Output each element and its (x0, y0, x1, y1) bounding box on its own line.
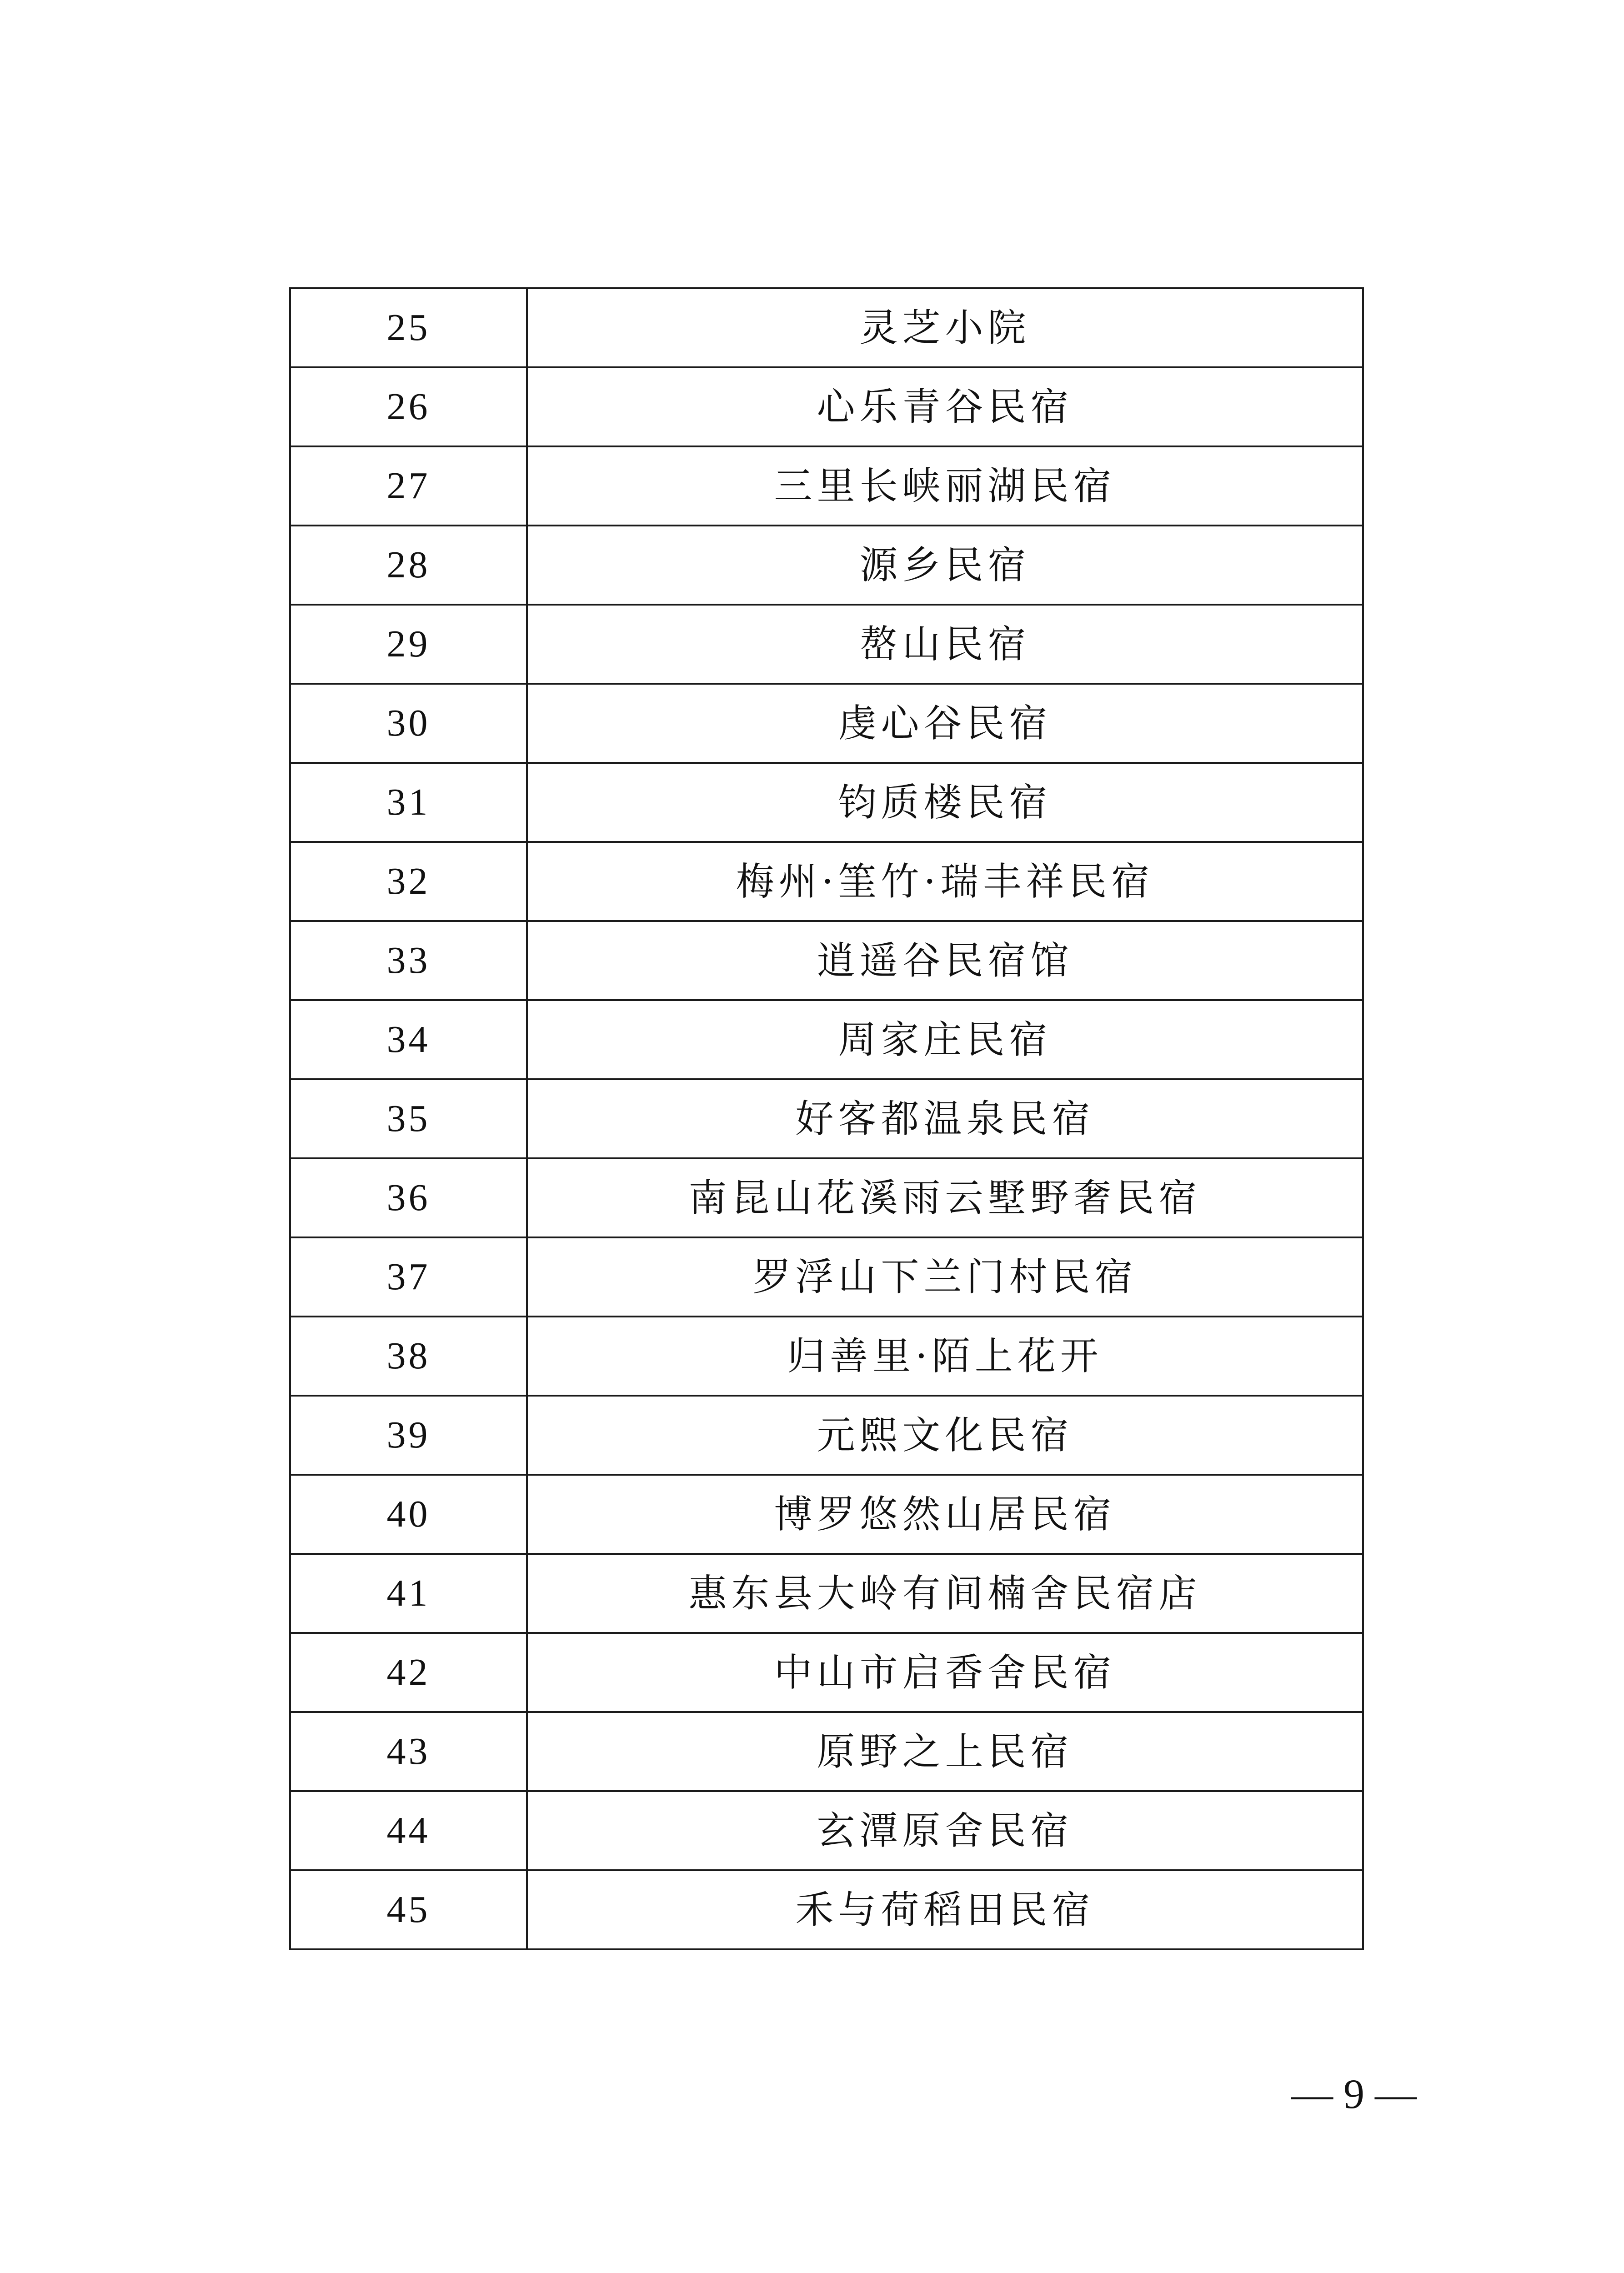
row-number: 40 (290, 1475, 527, 1554)
homestay-name: 好客都温泉民宿 (527, 1079, 1363, 1158)
row-number: 31 (290, 763, 527, 842)
table-row (290, 1158, 1363, 1237)
table-row (290, 684, 1363, 763)
homestay-name: 归善里·陌上花开 (527, 1317, 1363, 1396)
table-row (290, 921, 1363, 1000)
row-number: 37 (290, 1237, 527, 1317)
homestay-name: 禾与荷稻田民宿 (527, 1870, 1363, 1949)
table-row (290, 446, 1363, 526)
homestay-name: 心乐青谷民宿 (527, 367, 1363, 446)
row-number: 27 (290, 446, 527, 526)
row-number: 26 (290, 367, 527, 446)
homestay-name: 虔心谷民宿 (527, 684, 1363, 763)
homestay-name: 周家庄民宿 (527, 1000, 1363, 1079)
table-row (290, 1317, 1363, 1396)
table-row (290, 1554, 1363, 1633)
homestay-name: 灵芝小院 (527, 288, 1363, 367)
homestay-name: 罗浮山下兰门村民宿 (527, 1237, 1363, 1317)
table-row (290, 1396, 1363, 1475)
homestay-name: 嶅山民宿 (527, 605, 1363, 684)
homestay-name: 博罗悠然山居民宿 (527, 1475, 1363, 1554)
row-number: 34 (290, 1000, 527, 1079)
homestay-name: 梅州·筀竹·瑞丰祥民宿 (527, 842, 1363, 921)
row-number: 28 (290, 526, 527, 605)
table-row (290, 1633, 1363, 1712)
homestay-name: 钧质楼民宿 (527, 763, 1363, 842)
row-number: 33 (290, 921, 527, 1000)
homestay-name: 逍遥谷民宿馆 (527, 921, 1363, 1000)
table-row (290, 288, 1363, 367)
row-number: 38 (290, 1317, 527, 1396)
table-row (290, 1079, 1363, 1158)
table-row (290, 605, 1363, 684)
homestay-name: 南昆山花溪雨云墅野奢民宿 (527, 1158, 1363, 1237)
row-number: 42 (290, 1633, 527, 1712)
row-number: 39 (290, 1396, 527, 1475)
table-row (290, 1870, 1363, 1949)
page-number: — 9 — (1291, 2071, 1417, 2117)
row-number: 29 (290, 605, 527, 684)
table-row (290, 526, 1363, 605)
row-number: 44 (290, 1791, 527, 1870)
table-row (290, 1475, 1363, 1554)
homestay-list-table (289, 287, 1364, 1950)
table-row (290, 1237, 1363, 1317)
homestay-name: 惠东县大岭有间楠舍民宿店 (527, 1554, 1363, 1633)
row-number: 36 (290, 1158, 527, 1237)
row-number: 43 (290, 1712, 527, 1791)
table-row (290, 1000, 1363, 1079)
homestay-name: 元熙文化民宿 (527, 1396, 1363, 1475)
table-row (290, 763, 1363, 842)
homestay-name: 原野之上民宿 (527, 1712, 1363, 1791)
row-number: 25 (290, 288, 527, 367)
row-number: 35 (290, 1079, 527, 1158)
table-row (290, 842, 1363, 921)
row-number: 41 (290, 1554, 527, 1633)
table-row (290, 1791, 1363, 1870)
homestay-name: 中山市启香舍民宿 (527, 1633, 1363, 1712)
table-row (290, 367, 1363, 446)
row-number: 45 (290, 1870, 527, 1949)
row-number: 32 (290, 842, 527, 921)
homestay-name: 源乡民宿 (527, 526, 1363, 605)
homestay-name: 三里长峡丽湖民宿 (527, 446, 1363, 526)
homestay-name: 玄潭原舍民宿 (527, 1791, 1363, 1870)
table-row (290, 1712, 1363, 1791)
table-body (290, 288, 1363, 1949)
row-number: 30 (290, 684, 527, 763)
